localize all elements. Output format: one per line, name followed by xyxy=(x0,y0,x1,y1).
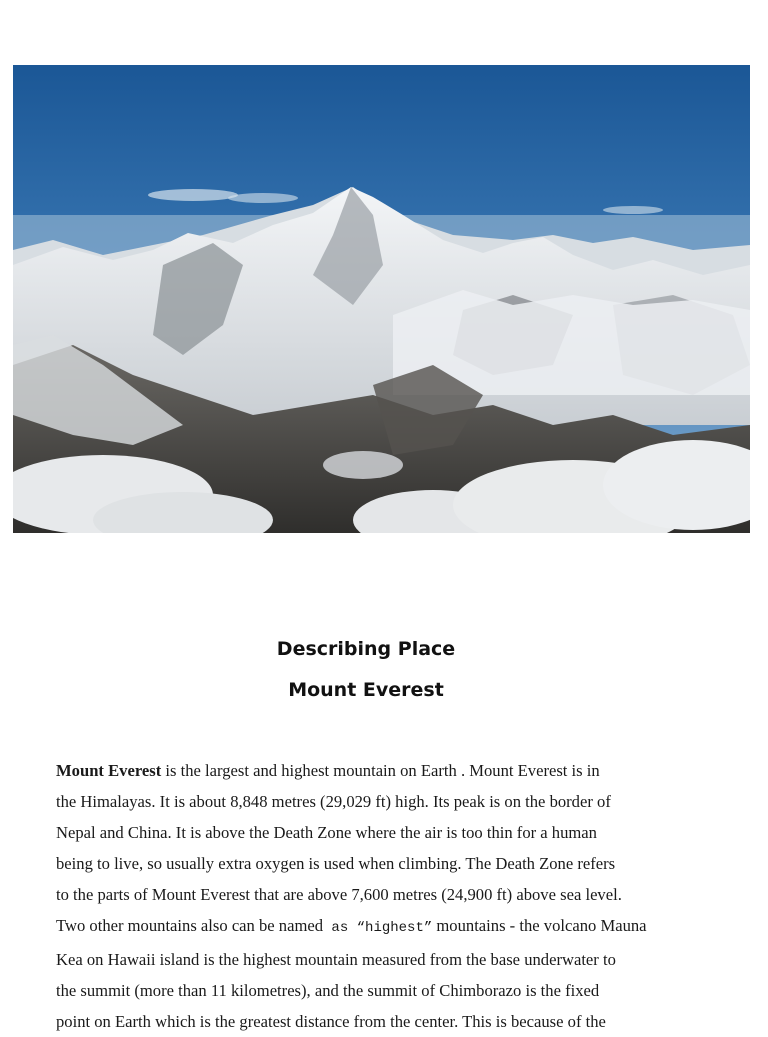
body-paragraph xyxy=(56,755,686,1037)
paragraph-line-6-a: Two other mountains also can be named xyxy=(56,916,324,935)
paragraph-line-6 xyxy=(56,910,686,944)
paragraph-bold-term: Mount Everest xyxy=(56,761,162,780)
paragraph-line-1 xyxy=(56,755,686,786)
paragraph-line-9: point on Earth which is the greatest distance from the center. This is because of the xyxy=(56,1012,606,1031)
paragraph-line-8: the summit (more than 11 kilometres), and the summit of Chimborazo is the fixed xyxy=(56,981,600,1000)
mountain-image xyxy=(13,65,750,533)
document-subtitle: Mount Everest xyxy=(288,679,444,701)
document-title: Describing Place xyxy=(276,638,456,660)
paragraph-line-4: being to live, so usually extra oxygen is used when climbing. The Death Zone refers xyxy=(56,854,616,873)
paragraph-line-2: the Himalayas. It is about 8,848 metres (29,029 ft) high. Its peak is on the border of xyxy=(56,792,611,811)
paragraph-line-1-text: is the largest and highest mountain on Earth . Mount Everest is in xyxy=(161,761,600,780)
mount-everest-photo xyxy=(13,65,750,533)
paragraph-line-3: Nepal and China. It is above the Death Zone where the air is too thin for a human xyxy=(56,823,597,842)
paragraph-line-6-quote: as “highest” xyxy=(323,920,433,936)
paragraph-line-7: Kea on Hawaii island is the highest mountain measured from the base underwater to xyxy=(56,950,616,969)
paragraph-line-6-b: mountains - the volcano Mauna xyxy=(432,916,647,935)
paragraph-line-5: to the parts of Mount Everest that are above 7,600 metres (24,900 ft) above sea level. xyxy=(56,885,622,904)
